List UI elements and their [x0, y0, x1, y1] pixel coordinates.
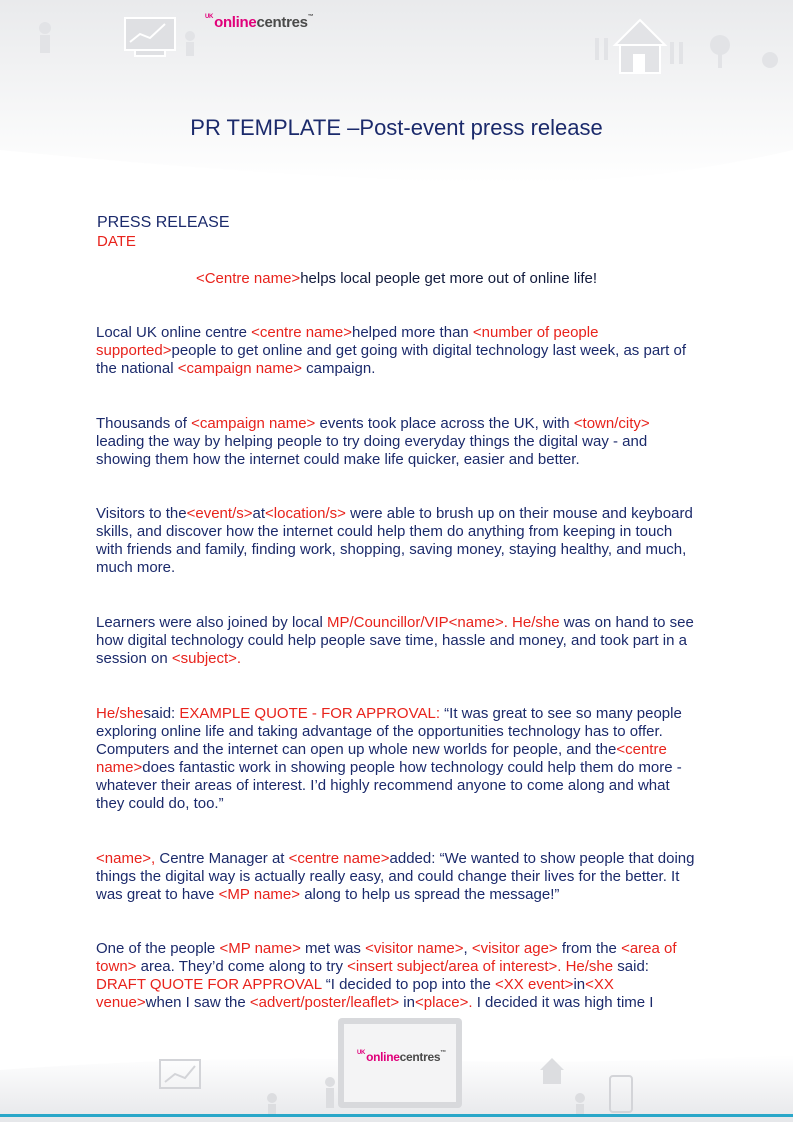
placeholder-text: MP/Councillor/VIP<name>. He/she: [326, 614, 560, 631]
page-title: PR TEMPLATE –Post-event press release: [190, 115, 603, 140]
headline-centre-name: <Centre name>: [195, 270, 301, 287]
body-text: events took place across the UK, with: [315, 415, 574, 432]
body-text: “It was great to see so many people exploring online life and taking advantage of the opportunities technology has to offer. Computers and the internet can open up whole new worlds for people, and the: [96, 705, 682, 758]
date-placeholder: DATE: [97, 233, 136, 250]
placeholder-text: <centre name>: [251, 324, 352, 341]
uk-online-centres-logo: $^{UK}$onlinecentres™: [205, 14, 314, 31]
body-text: Thousands of: [96, 415, 192, 432]
body-text: campaign.: [301, 360, 376, 377]
placeholder-text: <centre name>: [288, 850, 390, 867]
paragraph-visitors: [96, 505, 696, 577]
paragraph-mp-quote: [96, 705, 696, 813]
footer-accent-line: [0, 1114, 793, 1117]
placeholder-text: DRAFT QUOTE FOR APPROVAL: [96, 976, 322, 993]
headline-text: helps local people get more out of online life!: [300, 270, 598, 287]
body-text: Learners were also joined by local: [96, 614, 327, 631]
placeholder-text: <MP name>: [219, 940, 301, 957]
body-text: said:: [143, 705, 180, 722]
placeholder-text: <area of town>: [96, 940, 677, 975]
paragraph-manager-quote: [96, 850, 696, 904]
placeholder-text: <XX venue>: [96, 976, 614, 1011]
body-text: ,: [463, 940, 472, 957]
body-text: along to help us spread the message!”: [300, 886, 560, 903]
placeholder-text: <MP name>: [218, 886, 301, 903]
placeholder-text: <advert/poster/leaflet>: [249, 994, 400, 1011]
body-text: from the: [557, 940, 622, 957]
body-text: at: [252, 505, 266, 522]
body-text: leading the way by helping people to try doing everyday things the digital way - and showing them how the internet could make life quicker, easier and better.: [96, 433, 648, 468]
body-text: I decided it was high time I: [472, 994, 654, 1011]
chart-screen-icon: [125, 18, 175, 56]
placeholder-text: <event/s>: [186, 505, 253, 522]
placeholder-text: <visitor name>: [365, 940, 464, 957]
placeholder-text: EXAMPLE QUOTE - FOR APPROVAL:: [179, 705, 441, 722]
placeholder-text: <campaign name>: [177, 360, 302, 377]
body-text: helped more than: [352, 324, 473, 341]
body-text: Centre Manager at: [155, 850, 289, 867]
placeholder-text: <insert subject/area of interest>. He/she: [347, 958, 614, 975]
body-text: people to get online and get going with digital technology last week, as part of the national: [96, 342, 686, 377]
body-text: when I saw the: [145, 994, 250, 1011]
placeholder-text: <place>.: [414, 994, 473, 1011]
placeholder-text: <subject>.: [171, 650, 242, 667]
paragraph-intro: [96, 324, 696, 378]
uk-online-centres-logo-footer: $^{UK}$onlinecentres™: [357, 1050, 446, 1064]
body-text: does fantastic work in showing people how technology could help them do more - whatever their areas of interest. I’d highly recommend anyone to come along and what they could do, too.”: [96, 759, 682, 812]
paragraph-mp-visit: [96, 614, 696, 668]
placeholder-text: <name>,: [96, 850, 156, 867]
body-text: said:: [613, 958, 649, 975]
body-text: in: [399, 994, 415, 1011]
placeholder-text: <location/s>: [265, 505, 346, 522]
placeholder-text: <number of people supported>: [96, 324, 599, 359]
placeholder-text: <visitor age>: [471, 940, 558, 957]
header-banner: [0, 0, 793, 190]
placeholder-text: He/she: [96, 705, 144, 722]
placeholder-text: <XX event>: [495, 976, 574, 993]
placeholder-text: <campaign name>: [191, 415, 316, 432]
paragraph-campaign-events: [96, 415, 696, 469]
placeholder-text: <town/city>: [573, 415, 650, 432]
body-text: in: [573, 976, 586, 993]
body-text: was on hand to see how digital technology could help people save time, hassle and money, and took part in a session on: [96, 614, 694, 667]
press-release-label: PRESS RELEASE: [97, 214, 230, 231]
body-text: One of the people: [96, 940, 220, 957]
press-headline: [0, 270, 793, 287]
body-text: area. They’d come along to try: [136, 958, 348, 975]
body-text: Visitors to the: [96, 505, 187, 522]
body-text: were able to brush up on their mouse and keyboard skills, and discover how the internet could help them do anything from keeping in touch with friends and family, finding work, shopping, saving money, staying healthy, and much, much more.: [96, 505, 693, 576]
placeholder-text: <centre name>: [96, 741, 667, 776]
body-text: “I decided to pop into the: [321, 976, 496, 993]
body-text: added: “We wanted to show people that doing things the digital way is actually really easy, and could change their lives for the better. It was great to have: [96, 850, 695, 903]
footer-banner: [0, 1010, 793, 1122]
body-text: met was: [300, 940, 366, 957]
paragraph-visitor-quote: [96, 940, 696, 1012]
body-text: Local UK online centre: [96, 324, 252, 341]
